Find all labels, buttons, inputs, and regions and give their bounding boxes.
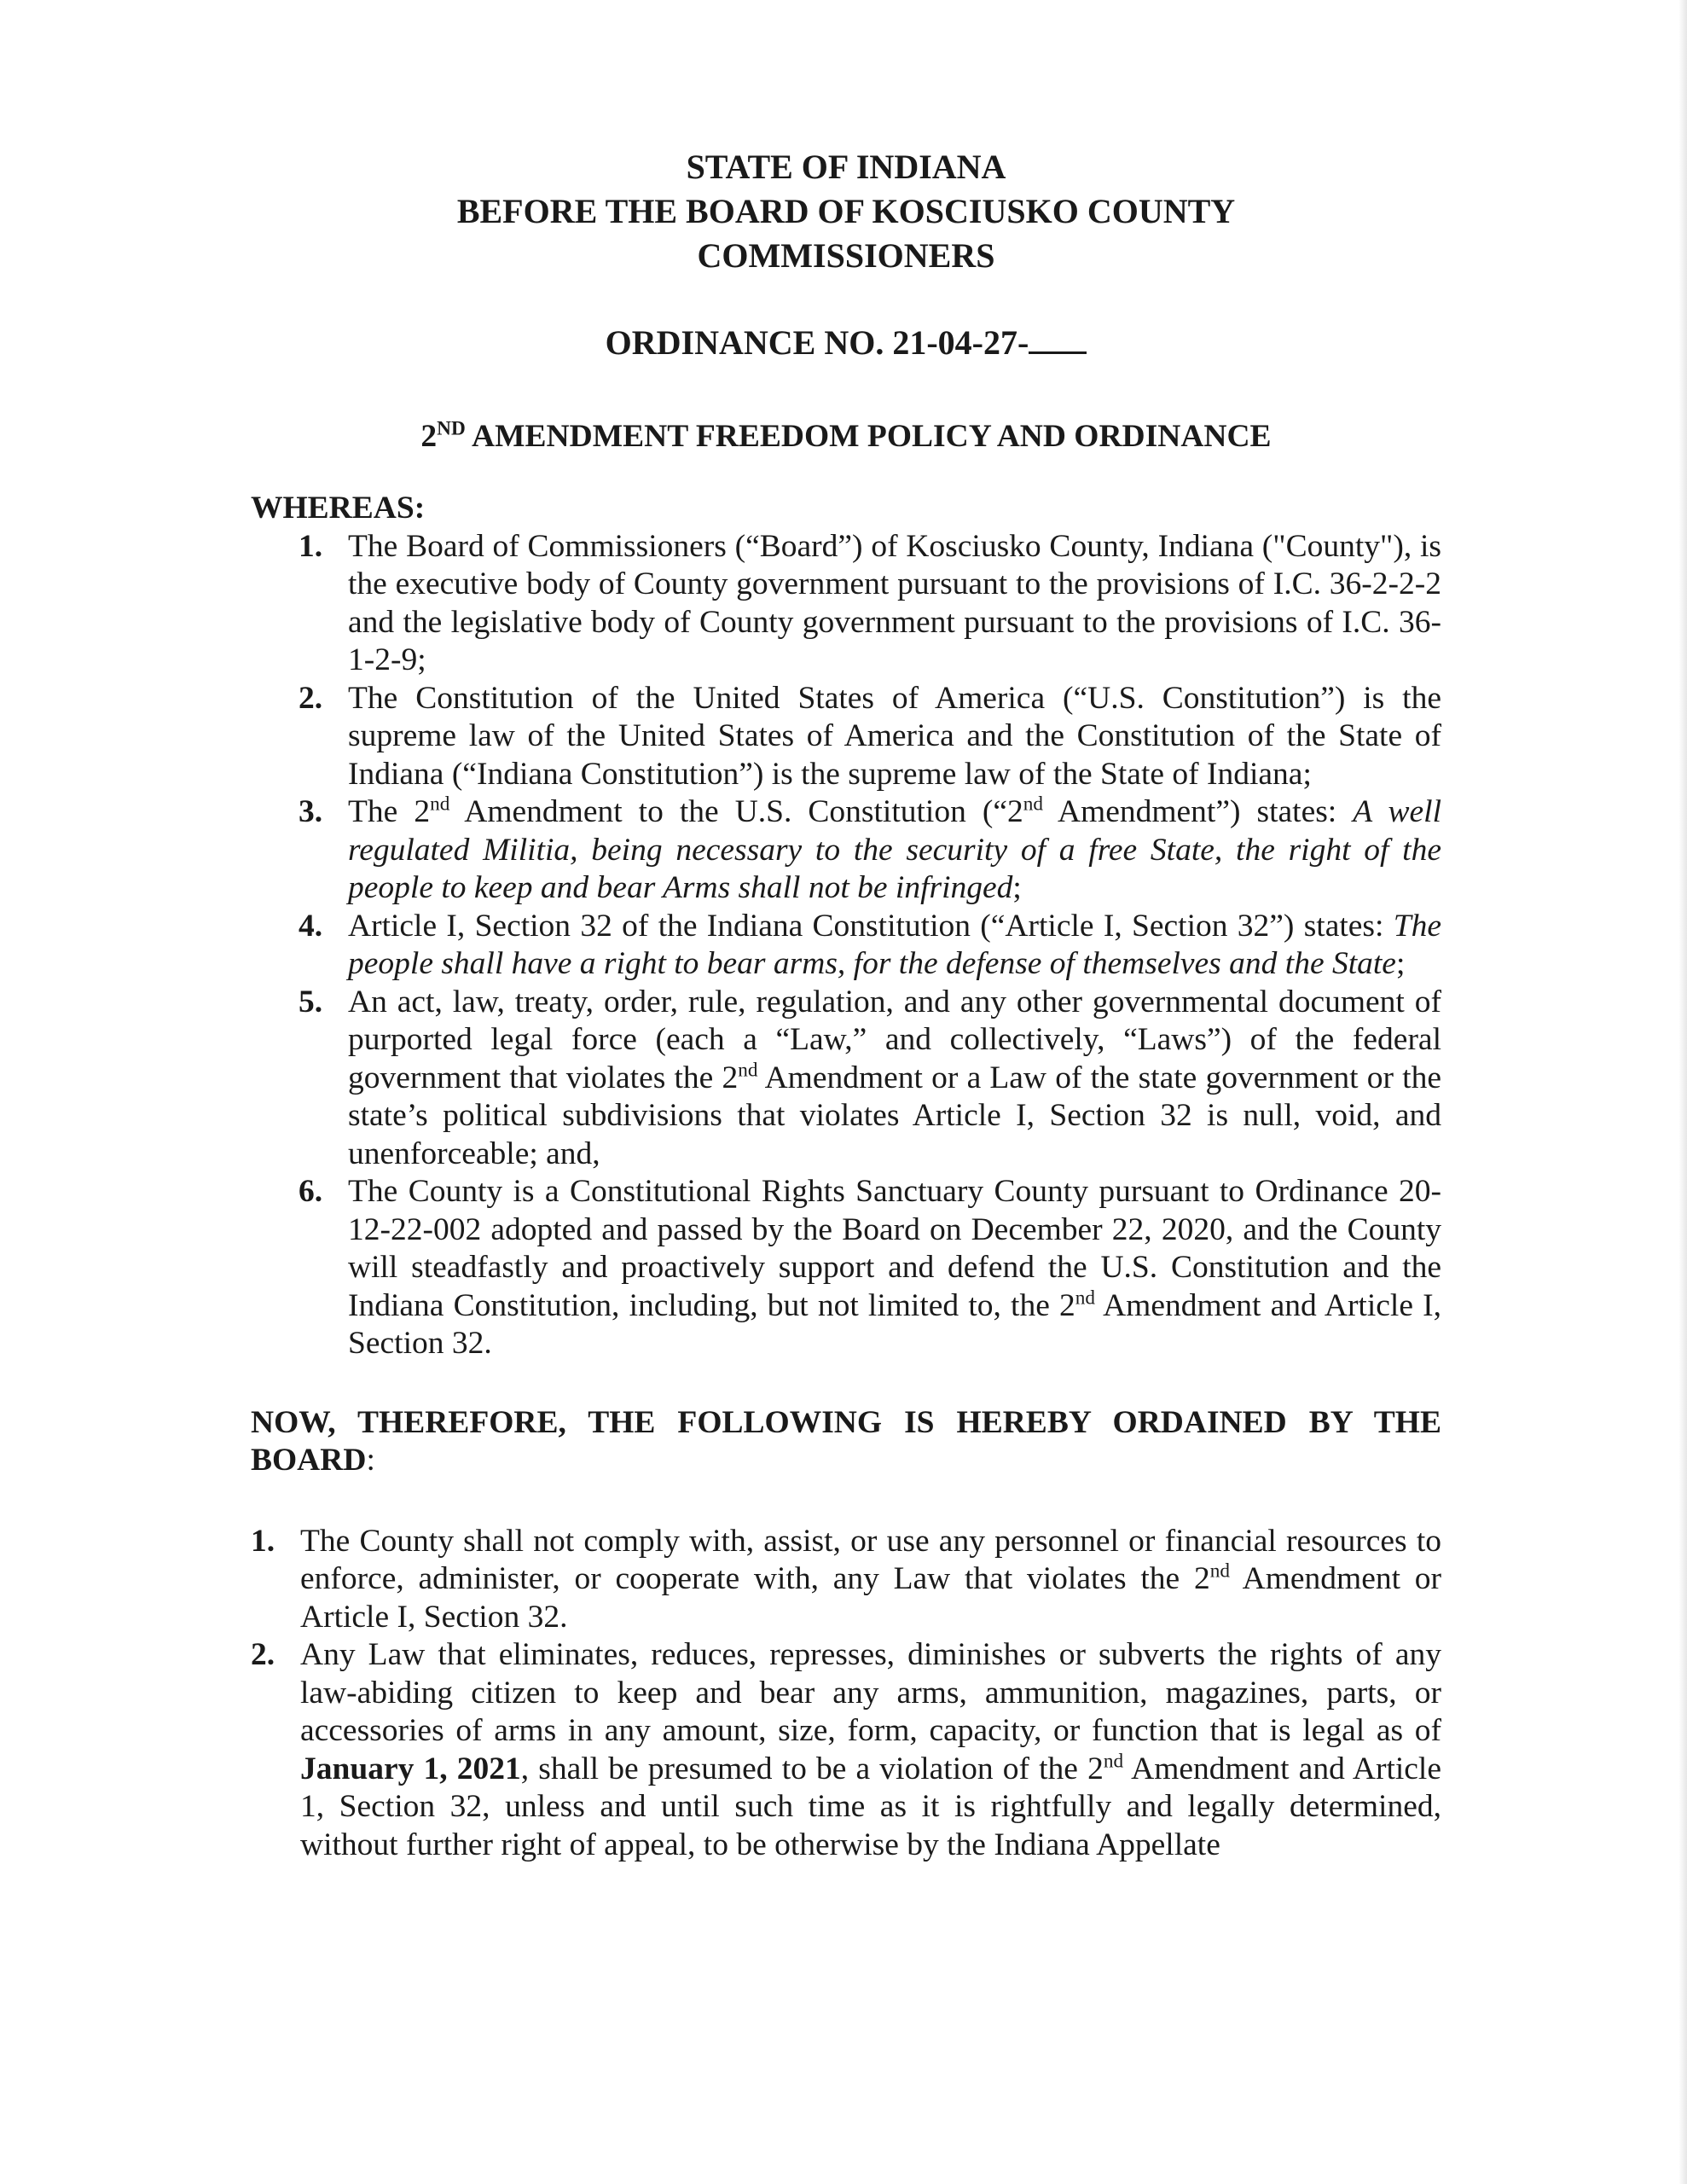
header-board: BEFORE THE BOARD OF KOSCIUSKO COUNTY — [456, 192, 1236, 230]
document-page — [251, 145, 1441, 1864]
list-item: 2. The Constitution of the United States of America (“U.S. Constitution”) is the supreme law of the United States of America and the Constitution of the State of Indiana (“Indiana Constitution”) is the supreme law of the State of Indiana; — [299, 680, 1441, 792]
list-item: 4. Article I, Section 32 of the Indiana Constitution (“Article I, Section 32”) states: The people shall have a right to bear arms, for the defense of themselves and the State; — [299, 908, 1441, 981]
page-edge-shadow — [1678, 0, 1687, 2184]
ordained-heading: NOW, THEREFORE, THE FOLLOWING IS HEREBY ORDAINED BY THE BOARD: — [251, 1404, 1441, 1478]
ordinance-number: ORDINANCE NO. 21-04-27- — [251, 321, 1441, 365]
whereas-heading: WHEREAS: — [251, 491, 426, 526]
list-item: 2. Any Law that eliminates, reduces, represses, diminishes or subverts the rights of any law-abiding citizen to keep and bear any arms, ammunition, magazines, parts, or accessories of arms in any amount, size, form, capacity, or function that is legal as of January 1, 2021, shall be presumed to be a violation of the 2nd Amendment and Article 1, Section 32, unless and until such time as it is rightfully and legally determined, without further right of appeal, to be otherwise by the Indiana Appellate — [251, 1637, 1441, 1862]
list-item: 5. An act, law, treaty, order, rule, regulation, and any other governmental document of purported legal force (each a “Law,” and collectively, “Laws”) of the federal government that violates the 2nd Amendment or a Law of the state government or the state’s political subdivisions that violates Article I, Section 32 is null, void, and unenforceable; and, — [299, 984, 1441, 1171]
ordinance-number-blank — [1029, 324, 1087, 354]
header-state: STATE OF INDIANA — [686, 148, 1006, 186]
header-commissioners: COMMISSIONERS — [697, 236, 995, 275]
list-item: 6. The County is a Constitutional Rights Sanctuary County pursuant to Ordinance 20-12-22-002 adopted and passed by the Board on December 22, 2020, and the County will steadfastly and proactively support and defend the U.S. Constitution and the Indiana Constitution, including, but not limited to, the 2nd Amendment and Article I, Section 32. — [299, 1174, 1441, 1361]
list-item: 3. The 2nd Amendment to the U.S. Constitution (“2nd Amendment”) states: A well regulated Militia, being necessary to the security of a free State, the right of the people to keep and bear Arms shall not be infringed; — [299, 793, 1441, 905]
ordained-list — [251, 1523, 1441, 1865]
policy-title: 2ND AMENDMENT FREEDOM POLICY AND ORDINANCE — [420, 417, 1272, 454]
whereas-list — [299, 528, 1441, 1363]
list-item: 1. The Board of Commissioners (“Board”) of Kosciusko County, Indiana ("County"), is the executive body of County government pursuant to the provisions of I.C. 36-2-2-2 and the legislative body of County government pursuant to the provisions of I.C. 36-1-2-9; — [299, 528, 1441, 677]
list-item: 1. The County shall not comply with, assist, or use any personnel or financial resources to enforce, administer, or cooperate with, any Law that violates the 2nd Amendment or Article I, Section 32. — [251, 1523, 1442, 1635]
